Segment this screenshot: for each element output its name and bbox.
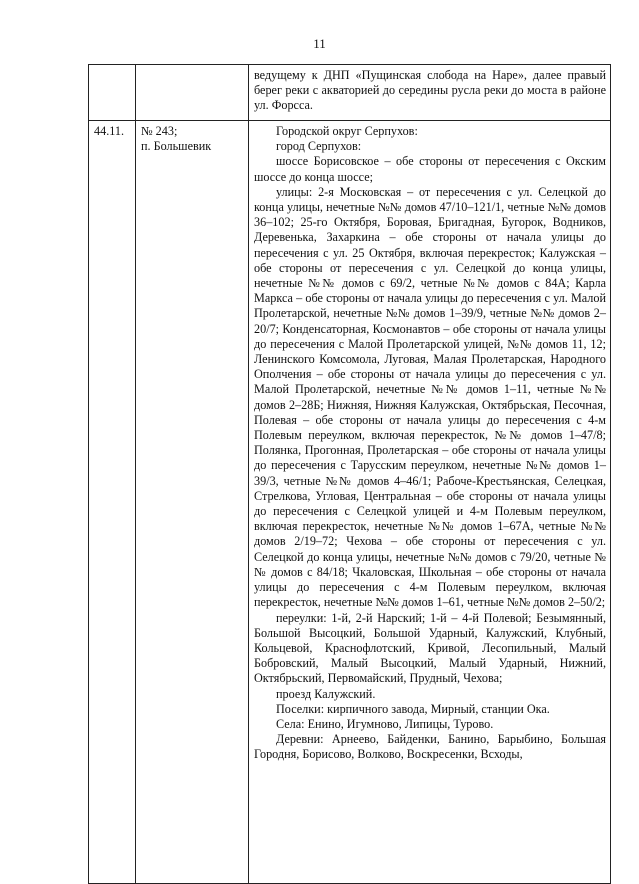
polling-station-location: п. Большевик	[141, 139, 212, 154]
hamlets-paragraph: Деревни: Арнеево, Байденки, Банино, Барыбино, Большая Городня, Борисово, Волково, Воскресенки, Всходы,	[254, 732, 606, 762]
settlements-paragraph: Поселки: кирпичного завода, Мирный, станции Ока.	[276, 701, 550, 716]
passage-paragraph: проезд Калужский.	[276, 686, 376, 701]
page-number: 11	[313, 36, 326, 51]
site-cell	[136, 65, 249, 121]
description-text: ведущему к ДНП «Пущинская слобода на Наре», далее правый берег реки с акваторией до середины русла реки до моста в районе ул. Форсса.	[254, 68, 606, 113]
streets-paragraph: улицы: 2-я Московская – от пересечения с ул. Селецкой до конца улицы, нечетные №№ домов 47/10–121/1, четные №№ домов 36–102; 25-го Октября, Боровая, Бригадная, Бугорок, Водников, Деревенька, Захаркина – обе стороны от начала улицы до пересечения с ул. 25 Октября, включая перекресток; Калужская – обе стороны от пересечения с ул. Селецкой до конца улицы, нечетные №№ домов с 69/2, четные №№ домов с 84А; Карла Маркса – обе стороны от начала улицы до пересечения с ул. Малой Пролетарской, нечетные №№ домов 1–39/9, четные №№ домов 2–20/7; Конденсаторная, Космонавтов – обе стороны от начала улицы до пересечения с Малой Пролетарской улицей, №№ домов 11, 12; Ленинского Комсомола, Луговая, Малая Пролетарская, Народного Ополчения – обе стороны от начала улицы до пересечения с ул. Малой Пролетарской, нечетные №№ домов 1–11, четные №№ домов 2–28Б; Нижняя, Нижняя Калужская, Октябрьская, Песочная, Полевая – обе стороны от начала улицы до пересечения с 4-м Полевым переулком, включая перекресток, №№ домов 1–47/8; Полянка, Прогонная, Пролетарская – обе стороны от начала улицы до пересечения с Тарусским переулком, нечетные №№ домов 1–39/3, четные №№ домов 4–46/1; Рабоче-Крестьянская, Селецкая, Стрелкова, Угловая, Центральная – обе стороны от начала улицы до пересечения с Селецкой улицей и 4-м Полевым переулком, включая перекресток, нечетные №№ домов 1–67А, четные №№ домов 2/19–72; Чехова – обе стороны от пересечения с ул. Селецкой до конца улицы, нечетные №№ домов с 79/20, четные №№ домов с 84/18; Чкаловская, Школьная – обе стороны от начала улицы до пересечения с 4-м Полевым переулком, включая перекресток, нечетные №№ домов 1–61, четные №№ домов 2–50/2;	[254, 184, 606, 610]
site-cell	[136, 121, 249, 884]
row-number	[89, 65, 135, 70]
highway-paragraph: шоссе Борисовское – обе стороны от пересечения с Окским шоссе до конца шоссе;	[254, 154, 606, 184]
polling-station-number: № 243;	[141, 124, 178, 138]
description-cell	[249, 121, 611, 884]
lanes-paragraph: переулки: 1-й, 2-й Нарский; 1-й – 4-й Полевой; Безымянный, Большой Высоцкий, Большой Ударный, Калужский, Клубный, Кольцевой, Краснофлотский, Кривой, Лесопильный, Малый Бобровский, Малый Высоцкий, Малый Ударный, Нижний, Октябрьский, Первомайский, Прудный, Чехова;	[254, 610, 606, 686]
district-header: Городской округ Серпухов:	[276, 124, 418, 138]
villages-paragraph: Села: Енино, Игумново, Липицы, Турово.	[276, 716, 494, 731]
row-number-cell	[89, 65, 136, 121]
table-row	[89, 121, 611, 884]
table-row	[89, 65, 611, 121]
row-number-cell	[89, 121, 136, 884]
description-cell	[249, 65, 611, 121]
city-header: город Серпухов:	[276, 139, 362, 154]
document-table	[88, 64, 611, 884]
row-number: 44.11.	[94, 124, 125, 138]
